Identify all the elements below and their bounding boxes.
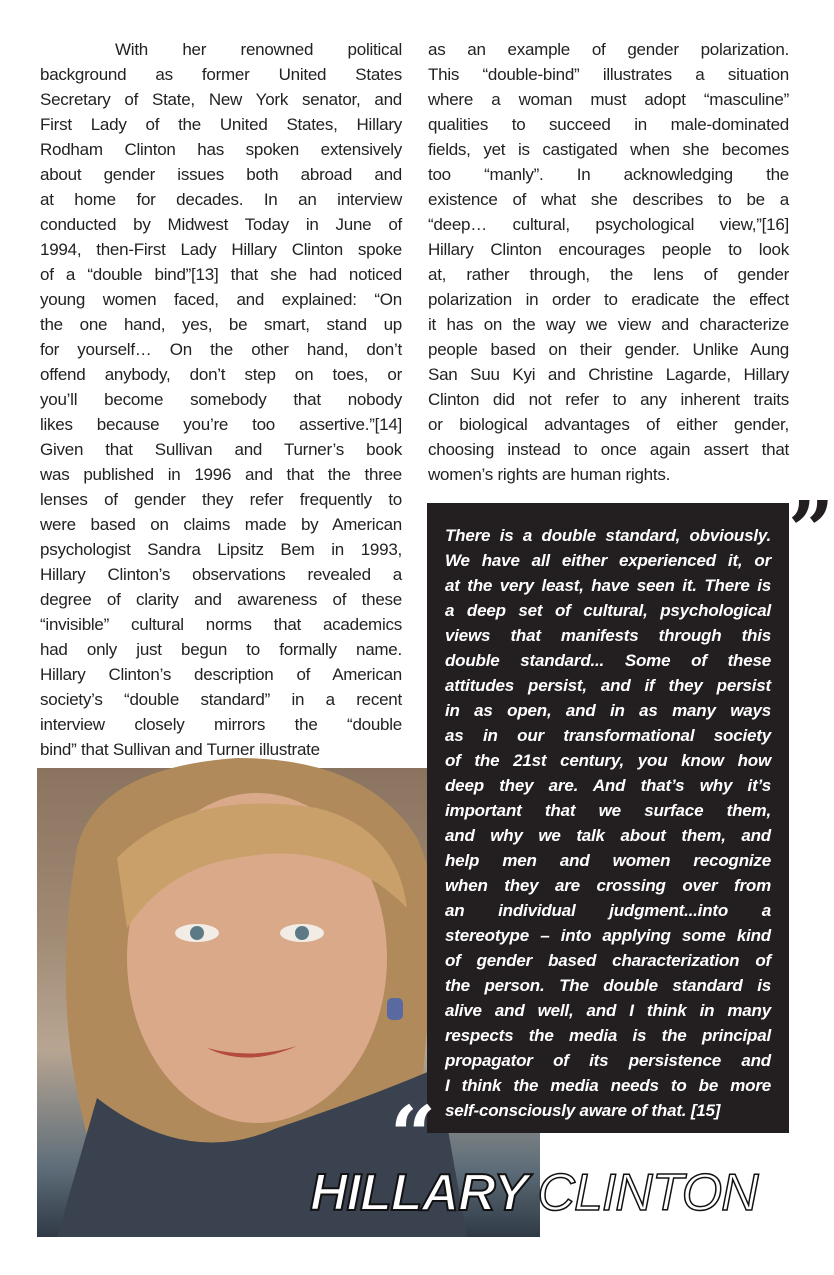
text-line: at home for decades. In an interview (40, 190, 402, 209)
quote-line: when they are crossing over from (445, 876, 771, 895)
text-line: people based on their gender. Unlike Aung (428, 340, 789, 359)
quote-line: at the very least, have seen it. There is (445, 576, 771, 595)
text-line: qualities to succeed in male-dominated (428, 115, 789, 134)
text-line: too “manly”. In acknowledging the (428, 165, 789, 184)
text-line: as an example of gender polarization. (428, 40, 789, 59)
text-line: the one hand, yes, be smart, stand up (40, 315, 402, 334)
open-quote-mark: “ (390, 1088, 437, 1182)
quote-line: propagator of its persistence and (445, 1051, 771, 1070)
quote-line: attitudes persist, and if they persist (445, 676, 771, 695)
text-line: Clinton did not refer to any inherent traits (428, 390, 789, 409)
pull-quote-box (427, 503, 789, 1133)
text-line: degree of clarity and awareness of these (40, 590, 402, 609)
text-line: psychologist Sandra Lipsitz Bem in 1993, (40, 540, 402, 559)
quote-line: deep they are. And that’s why it’s (445, 776, 771, 795)
text-line: fields, yet is castigated when she becomes (428, 140, 789, 159)
text-line: San Suu Kyi and Christine Lagarde, Hillary (428, 365, 789, 384)
text-line: This “double-bind” illustrates a situation (428, 65, 789, 84)
body-column-left (40, 37, 402, 762)
text-line: society’s “double standard” in a recent (40, 690, 402, 709)
text-line: background as former United States (40, 65, 402, 84)
text-line: offend anybody, don’t step on toes, or (40, 365, 402, 384)
text-line: Rodham Clinton has spoken extensively (40, 140, 402, 159)
text-line: Hillary Clinton’s description of American (40, 665, 402, 684)
text-line: likes because you’re too assertive.”[14] (40, 415, 402, 434)
text-line: you’ll become somebody that nobody (40, 390, 402, 409)
text-line: “invisible” cultural norms that academics (40, 615, 402, 634)
text-line: it has on the way we view and characterize (428, 315, 789, 334)
quote-line: I think the media needs to be more (445, 1076, 771, 1095)
quote-line: of the 21st century, you know how (445, 751, 771, 770)
text-line: 1994, then-First Lady Hillary Clinton spoke (40, 240, 402, 259)
quote-line: a deep set of cultural, psychological (445, 601, 771, 620)
text-line: interview closely mirrors the “double (40, 715, 402, 734)
quote-line: We have all either experienced it, or (445, 551, 771, 570)
text-line: “deep… cultural, psychological view,”[16] (428, 215, 789, 234)
quote-line: views that manifests through this (445, 626, 771, 645)
text-line: where a woman must adopt “masculine” (428, 90, 789, 109)
quote-line: the person. The double standard is (445, 976, 771, 995)
quote-line: in as open, and in as many ways (445, 701, 771, 720)
text-line: were based on claims made by American (40, 515, 402, 534)
text-line: Secretary of State, New York senator, and (40, 90, 402, 109)
quote-line: as in our transformational society (445, 726, 771, 745)
quote-line: alive and well, and I think in many (445, 1001, 771, 1020)
text-line: choosing instead to once again assert that (428, 440, 789, 459)
quote-line: double standard... Some of these (445, 651, 771, 670)
text-line: First Lady of the United States, Hillary (40, 115, 402, 134)
body-column-right (428, 37, 789, 487)
text-line: was published in 1996 and that the three (40, 465, 402, 484)
text-line: Hillary Clinton encourages people to look (428, 240, 789, 259)
text-line: had only just begun to formally name. (40, 640, 402, 659)
text-line: at, rather through, the lens of gender (428, 265, 789, 284)
quote-line: help men and women recognize (445, 851, 771, 870)
quote-line: and why we talk about them, and (445, 826, 771, 845)
text-line: With her renowned political (115, 40, 402, 59)
text-line: young women faced, and explained: “On (40, 290, 402, 309)
quote-line: of gender based characterization of (445, 951, 771, 970)
text-line: for yourself… On the other hand, don’t (40, 340, 402, 359)
text-line: polarization in order to eradicate the effect (428, 290, 789, 309)
text-line: about gender issues both abroad and (40, 165, 402, 184)
last-name: CLINTON (537, 1164, 758, 1222)
text-line: or biological advantages of either gender, (428, 415, 789, 434)
close-quote-mark: ” (788, 483, 834, 577)
pull-quote-text (427, 523, 771, 1123)
text-line: conducted by Midwest Today in June of (40, 215, 402, 234)
quote-line: important that we surface them, (445, 801, 771, 820)
quote-line: self-consciously aware of that. [15] (445, 1101, 721, 1120)
first-name: HILLARY (310, 1164, 528, 1222)
quote-line: There is a double standard, obviously. (445, 526, 771, 545)
quote-line: respects the media is the principal (445, 1026, 771, 1045)
text-line: Hillary Clinton’s observations revealed a (40, 565, 402, 584)
speaker-name (310, 1163, 758, 1223)
text-line: women’s rights are human rights. (428, 465, 671, 484)
text-line: lenses of gender they refer frequently to (40, 490, 402, 509)
text-line: of a “double bind”[13] that she had noticed (40, 265, 402, 284)
quote-line: an individual judgment...into a (445, 901, 771, 920)
text-line: Given that Sullivan and Turner’s book (40, 440, 402, 459)
quote-line: stereotype – into applying some kind (445, 926, 771, 945)
text-line: bind” that Sullivan and Turner illustrate (40, 740, 320, 759)
text-line: existence of what she describes to be a (428, 190, 789, 209)
